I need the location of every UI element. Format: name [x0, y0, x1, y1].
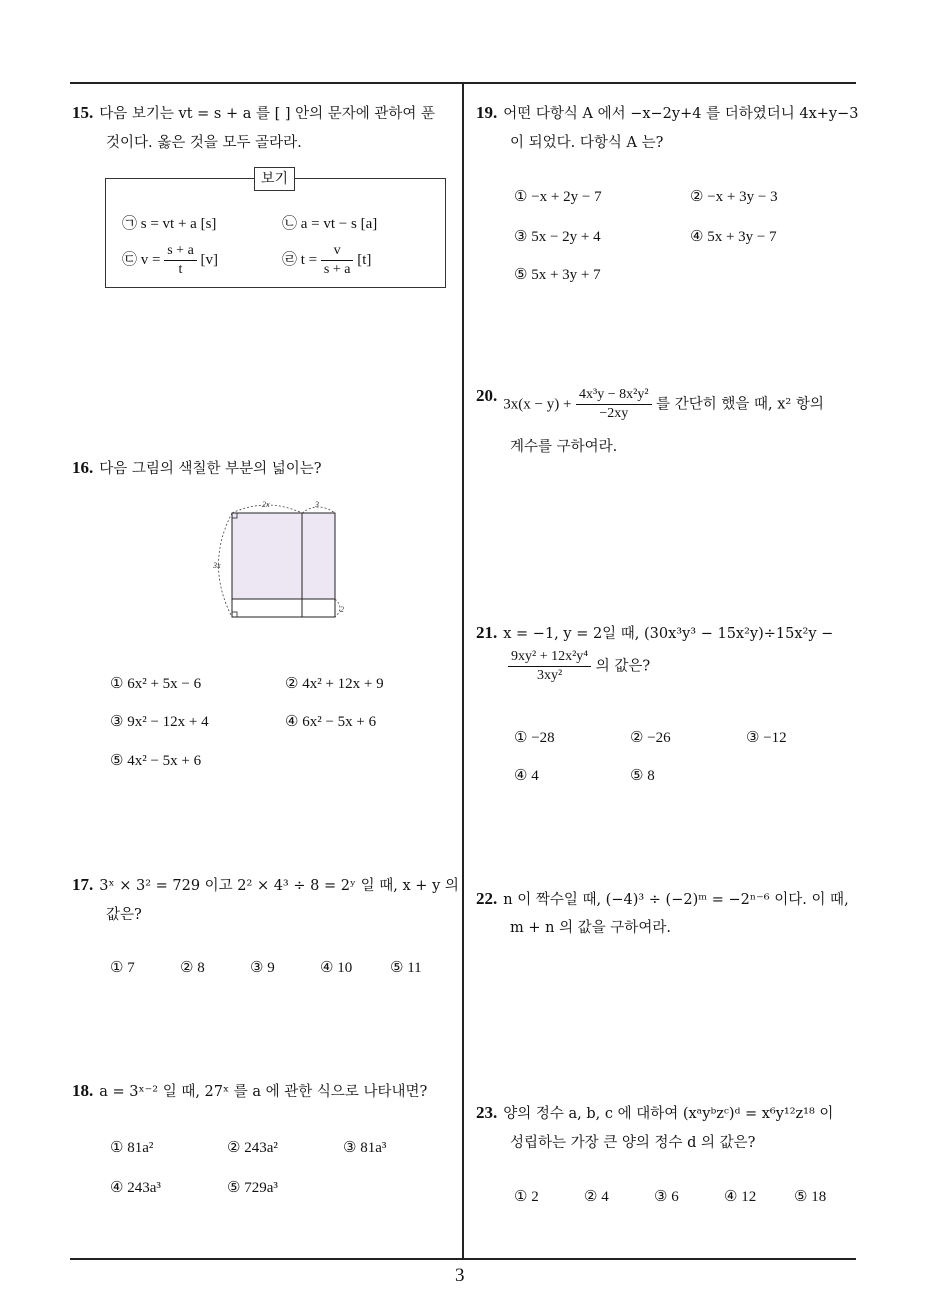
q23-choice-1[interactable]: ① 2: [514, 1189, 539, 1205]
q23-choice-2[interactable]: ② 4: [584, 1189, 609, 1205]
q19-choice-3[interactable]: ③ 5x − 2y + 4: [514, 229, 601, 245]
q23-line1: [476, 1102, 833, 1123]
q23-number: 23.: [476, 1103, 498, 1122]
column-divider: [462, 83, 464, 1260]
q16-choice-2[interactable]: ② 4x² + 12x + 9: [285, 676, 384, 692]
q17-text1: 3ˣ × 3² = 729 이고 2² × 4³ ÷ 8 = 2ʸ 일 때, x + y 의: [99, 878, 459, 894]
q23-line2: 성립하는 가장 큰 양의 정수 d 의 값은?: [510, 1135, 756, 1151]
q17-choice-3[interactable]: ③ 9: [250, 960, 275, 976]
label-2x: 2x: [262, 500, 270, 509]
q21-frac-num: 9xy² + 12x²y⁴: [508, 648, 591, 667]
q16-choice-4[interactable]: ④ 6x² − 5x + 6: [285, 714, 377, 730]
q19-choice-2[interactable]: ② −x + 3y − 3: [690, 189, 778, 205]
q21-text1: x = −1, y = 2일 때, (30x³y³ − 15x²y)÷15x²y −: [503, 626, 834, 642]
q15-item-2: ㉡ a = vt − s [a]: [282, 216, 378, 232]
q15-number: 15.: [72, 103, 94, 122]
q17-line2: 값은?: [106, 907, 142, 923]
q21-frac-den: 3xy²: [536, 668, 563, 683]
q22-line2: m + n 의 값을 구하여라.: [510, 920, 671, 936]
q20-line1: [476, 386, 824, 423]
q19-number: 19.: [476, 103, 498, 122]
q15-example-title: 보기: [254, 167, 295, 191]
q19-choice-4[interactable]: ④ 5x + 3y − 7: [690, 229, 777, 245]
corner-mark-bottom: [232, 612, 237, 617]
q18-number: 18.: [72, 1081, 94, 1100]
q21-choice-3[interactable]: ③ −12: [746, 730, 787, 746]
q18-choice-2[interactable]: ② 243a²: [227, 1140, 278, 1156]
q22-line1: [476, 888, 849, 909]
label-2: 2: [340, 605, 344, 614]
q17-choice-1[interactable]: ① 7: [110, 960, 135, 976]
q17-choice-4[interactable]: ④ 10: [320, 960, 353, 976]
q15-item-3-den: t: [178, 262, 183, 277]
q17-number: 17.: [72, 875, 94, 894]
q21-choice-4[interactable]: ④ 4: [514, 768, 539, 784]
page-number: 3: [455, 1265, 465, 1286]
q15-item-3-tail: [v]: [200, 251, 219, 268]
q15-item-4-tail: [t]: [357, 251, 372, 268]
q15-item-4-lead: ㉣ t =: [282, 251, 318, 268]
q18-choice-4[interactable]: ④ 243a³: [110, 1180, 161, 1196]
q20-lead: 3x(x − y) +: [503, 396, 572, 413]
q21-number: 21.: [476, 623, 498, 642]
q20-frac-den: −2xy: [599, 406, 629, 421]
shaded-region: [232, 513, 335, 599]
q21-choice-2[interactable]: ② −26: [630, 730, 671, 746]
q15-line1: [72, 102, 435, 123]
q16-figure: [205, 495, 355, 623]
q15-item-4-fraction: [321, 242, 354, 279]
q18-text: a = 3ˣ⁻² 일 때, 27ˣ 를 a 에 관한 식으로 나타내면?: [99, 1084, 428, 1100]
q16-text: 다음 그림의 색칠한 부분의 넓이는?: [99, 461, 322, 477]
q15-item-1: ㉠ s = vt + a [s]: [122, 216, 217, 232]
label-3x: 3x: [213, 561, 221, 570]
q19-choice-1[interactable]: ① −x + 2y − 7: [514, 189, 602, 205]
q15-item-3-lead: ㉢ v =: [122, 251, 161, 268]
q23-text1: 양의 정수 a, b, c 에 대하여 (xᵃyᵇzᶜ)ᵈ = x⁶y¹²z¹⁸ 이: [503, 1106, 834, 1122]
q19-text1: 어떤 다항식 A 에서 −x−2y+4 를 더하였더니 4x+y−3: [503, 106, 859, 122]
q21-choice-5[interactable]: ⑤ 8: [630, 768, 655, 784]
q15-item-3-num: s + a: [164, 242, 197, 261]
q21-tail: 의 값은?: [595, 658, 651, 675]
q21-choice-1[interactable]: ① −28: [514, 730, 555, 746]
q23-choice-3[interactable]: ③ 6: [654, 1189, 679, 1205]
q20-number: 20.: [476, 385, 498, 405]
q15-item-4: [282, 242, 371, 279]
q18-choice-5[interactable]: ⑤ 729a³: [227, 1180, 278, 1196]
q18-line: [72, 1080, 427, 1101]
q18-choice-3[interactable]: ③ 81a³: [343, 1140, 387, 1156]
q22-text1: n 이 짝수일 때, (−4)³ ÷ (−2)ᵐ = −2ⁿ⁻⁶ 이다. 이 때,: [503, 892, 849, 908]
q15-text1: 다음 보기는 vt = s + a 를 [ ] 안의 문자에 관하여 푼: [99, 106, 435, 122]
label-3: 3: [315, 500, 319, 509]
q18-choice-1[interactable]: ① 81a²: [110, 1140, 154, 1156]
q17-choice-2[interactable]: ② 8: [180, 960, 205, 976]
q23-choice-5[interactable]: ⑤ 18: [794, 1189, 827, 1205]
q21-line2: [508, 648, 650, 685]
q20-fraction: [576, 386, 652, 423]
q20-frac-num: 4x³y − 8x²y²: [576, 386, 652, 405]
q15-item-4-den: s + a: [323, 262, 351, 277]
q21-fraction: [508, 648, 591, 685]
q15-line2: 것이다. 옳은 것을 모두 골라라.: [106, 135, 302, 151]
q19-line1: [476, 102, 858, 123]
q16-choice-1[interactable]: ① 6x² + 5x − 6: [110, 676, 202, 692]
q16-choice-3[interactable]: ③ 9x² − 12x + 4: [110, 714, 209, 730]
q17-choice-5[interactable]: ⑤ 11: [390, 960, 422, 976]
q19-line2: 이 되었다. 다항식 A 는?: [510, 135, 664, 151]
q16-line: [72, 457, 322, 478]
q20-line2: 계수를 구하여라.: [510, 439, 618, 455]
bottom-rule: [70, 1258, 856, 1260]
q15-item-3: [122, 242, 218, 279]
q21-line1: [476, 622, 833, 643]
q15-item-4-num: v: [321, 242, 354, 261]
q15-item-3-fraction: [164, 242, 197, 279]
q23-choice-4[interactable]: ④ 12: [724, 1189, 757, 1205]
q16-choice-5[interactable]: ⑤ 4x² − 5x + 6: [110, 753, 202, 769]
q17-line1: [72, 874, 459, 895]
q22-number: 22.: [476, 889, 498, 908]
q20-tail: 를 간단히 했을 때, x² 항의: [656, 396, 824, 413]
q16-number: 16.: [72, 458, 94, 477]
q19-choice-5[interactable]: ⑤ 5x + 3y + 7: [514, 267, 601, 283]
